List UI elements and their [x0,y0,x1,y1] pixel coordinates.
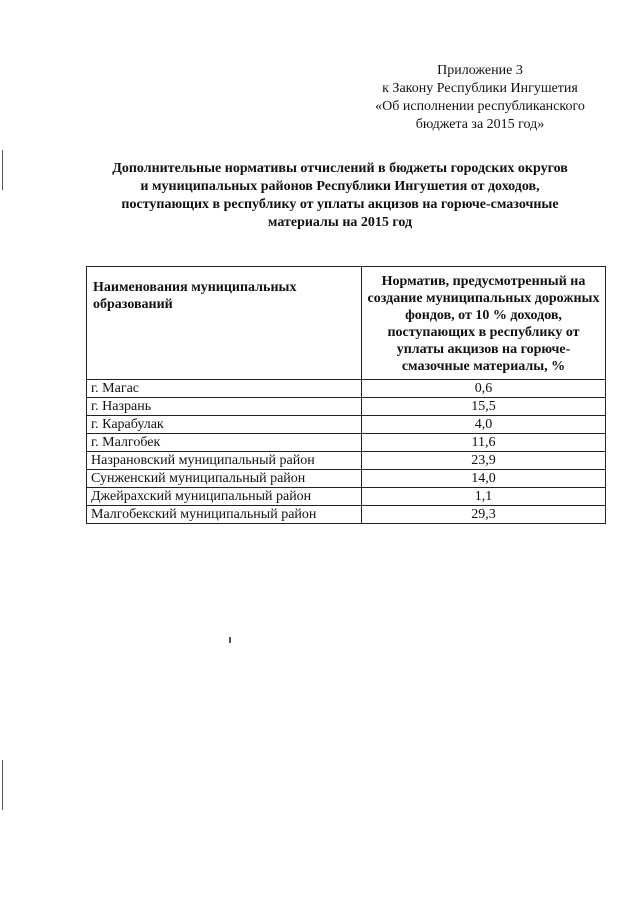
title-line-2: и муниципальных районов Республики Ингушетия от доходов, [140,179,540,194]
municipality-name: г. Малгобек [87,434,362,452]
norms-table [86,266,606,524]
document-title [80,160,600,232]
annex-line-4: бюджета за 2015 год» [415,117,545,132]
title-line-4: материалы на 2015 год [267,215,413,230]
norm-value: 1,1 [362,488,606,506]
scan-mark [2,760,3,810]
municipality-name: Назрановский муниципальный район [87,452,362,470]
title-line-1: Дополнительные нормативы отчислений в бюджеты городских округов [112,161,568,176]
municipality-name: г. Магас [87,380,362,398]
annex-line-2: к Закону Республики Ингушетия [382,81,578,96]
scan-mark [2,150,3,190]
norm-value: 29,3 [362,506,606,524]
table-row [87,398,606,416]
table-header-row [87,267,606,380]
table-row [87,380,606,398]
norm-value: 23,9 [362,452,606,470]
annex-line-1: Приложение 3 [437,63,523,78]
municipality-name: г. Карабулак [87,416,362,434]
table-row [87,416,606,434]
norm-value: 15,5 [362,398,606,416]
norm-value: 14,0 [362,470,606,488]
table-row [87,488,606,506]
header-norm-percent: Норматив, предусмотренный на создание муниципальных дорожных фондов, от 10 % доходов, поступающих в республику от уплаты акцизов на горюче-смазочные материалы, % [362,267,606,380]
norm-value: 4,0 [362,416,606,434]
header-municipality: Наименования муниципальных образований [87,267,362,380]
municipality-name: Малгобекский муниципальный район [87,506,362,524]
norm-value: 11,6 [362,434,606,452]
municipality-name: Сунженский муниципальный район [87,470,362,488]
table-row [87,470,606,488]
title-line-3: поступающих в республику от уплаты акцизов на горюче-смазочные [121,197,559,212]
norm-value: 0,6 [362,380,606,398]
table-row [87,506,606,524]
municipality-name: Джейрахский муниципальный район [87,488,362,506]
table-row [87,452,606,470]
annex-header [340,62,620,134]
municipality-name: г. Назрань [87,398,362,416]
table-row [87,434,606,452]
scan-mark [229,637,231,643]
annex-line-3: «Об исполнении республиканского [375,99,585,114]
